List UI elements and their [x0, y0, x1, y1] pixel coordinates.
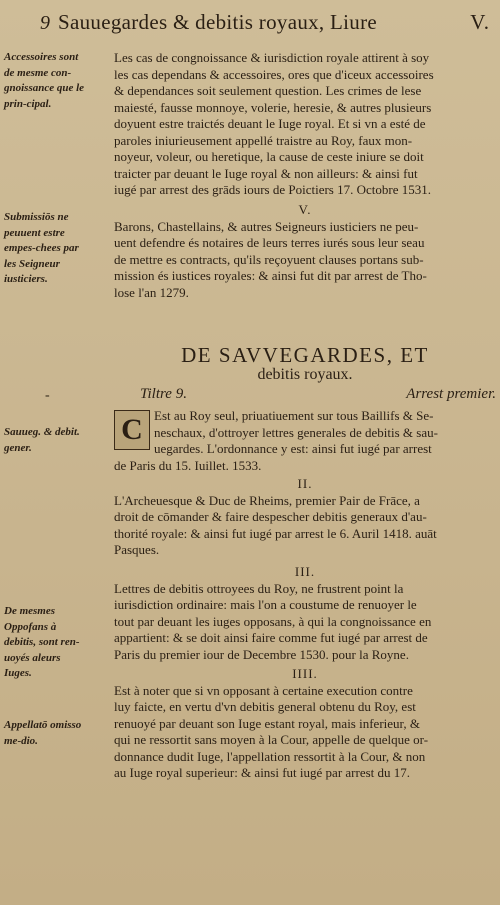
section-iiii [114, 666, 496, 782]
text-line: Est à noter que si vn opposant à certaine execution contre [114, 682, 413, 698]
section-v [114, 202, 496, 301]
section-numeral: III. [294, 564, 316, 579]
running-title: Sauuegardes & debitis royaux, Liure [58, 10, 377, 34]
text-line: Les cas de congnoissance & iurisdiction royale attirent à soy [114, 50, 430, 65]
text-line: noyeur, voleur, ou heretique, la cause de ceste iniure se doit [114, 149, 424, 164]
text-line: de Paris du 15. Iuillet. 1533. [114, 457, 262, 473]
margin-note-sauuegardes: Sauueg. & debit. gener. [4, 426, 80, 454]
page-header [40, 10, 490, 35]
text-line: uent defendre és notaires de leurs terres iurés sous leur seau [114, 235, 425, 250]
paragraph-top [114, 50, 496, 199]
section-ii [114, 476, 496, 559]
text-line: tout par deuant les iuges opposans, à qui la congnoissance en [114, 613, 432, 629]
section-numeral: IIII. [292, 666, 318, 681]
text-line: qui ne ressortit sans moyen à la Cour, appelle de quelque or- [114, 732, 429, 747]
title-subhead [140, 386, 496, 403]
text-line: luy faicte, en vertu d'vn debitis general obtenu du Roy, est [114, 699, 416, 714]
text-line: uegardes. L'ordonnance y est: ainsi fut iugé par arrest [154, 441, 432, 456]
book-number: V. [470, 10, 490, 34]
text-line: mission és iustices royales: & ainsi fut dit par arrest de Tho- [114, 268, 427, 283]
text-line: iurisdiction ordinaire: mais l'on a coustume de renuoyer le [114, 597, 417, 612]
arrest-label: Arrest premier. [406, 386, 496, 402]
text-line: appartient: & se doit ainsi faire comme fut iugé par arrest de [114, 630, 428, 645]
tiltre-label: Tiltre 9. [140, 386, 187, 402]
chapter-subtitle: debitis royaux. [257, 366, 353, 383]
text-line: iugé par arrest des grāds iours de Poictiers 17. Octobre 1531. [114, 182, 431, 197]
text-line: droit de cōmander & faire despescher debitis generaux d'au- [114, 509, 427, 524]
text-line: traicter par deuant le Iuge royal & non ailleurs: & ainsi fut [114, 165, 418, 181]
text-line: lose l'an 1279. [114, 284, 189, 300]
text-line: paroles iniurieusement appellé traistre au Roy, faux mon- [114, 132, 413, 148]
section-iii [114, 564, 496, 663]
dash-mark: - [45, 388, 50, 403]
text-line: Barons, Chastellains, & autres Seigneurs iusticiers ne peu- [114, 218, 419, 234]
page-number: 9 [40, 12, 50, 34]
text-line: donnance dudit Iuge, l'appellation ressortit à la Cour, & non [114, 748, 426, 764]
text-line: les cas dependans & accessoires, ores que d'iceux accessoires [114, 66, 434, 82]
margin-note-accessoires: Accessoires sont de mesme con-gnoissance que le prin-cipal. [4, 51, 85, 110]
section-numeral: V. [298, 202, 312, 217]
text-line: L'Archeuesque & Duc de Rheims, premier Pair de Frāce, a [114, 492, 420, 508]
margin-note-opposans: De mesmes Oppofans à debitis, sont ren-uoyés aleurs Iuges. [4, 605, 80, 679]
arrest-premier [114, 408, 496, 474]
text-line: Paris du premier iour de Decembre 1530. pour la Royne. [114, 646, 409, 662]
text-line: & dependances soit seulement question. Les crimes de lese [114, 83, 422, 98]
text-line: Lettres de debitis ottroyees du Roy, ne frustrent point la [114, 580, 404, 596]
margin-note-submissions: Submissiōs ne peuuent estre empes-chees par les Seigneur iusticiers. [4, 211, 79, 285]
text-line: neschaux, d'ottroyer lettres generales de debitis & sau- [154, 424, 438, 440]
text-line: de mettre es contracts, qu'ils reçoyuent clauses portans sub- [114, 251, 424, 267]
chapter-title: DE SAVVEGARDES, ET [181, 343, 429, 367]
text-line: au Iuge royal superieur: & ainsi fut iugé par arrest du 17. [114, 765, 411, 780]
text-line: Pasques. [114, 542, 160, 557]
margin-note-appellation: Appellatō omisso me-dio. [4, 719, 82, 747]
text-line: maiesté, fausse monnoye, volerie, heresie, & autres plusieurs [114, 99, 432, 115]
text-line: thorité royale: & ainsi fut iugé par arrest le 6. Auril 1418. auāt [114, 525, 437, 541]
text-line: renuoyé par deuant son Iuge estant royal, mais inferieur, & [114, 715, 420, 731]
drop-cap: C [114, 410, 150, 450]
section-numeral: II. [297, 476, 313, 491]
text-line: Est au Roy seul, priuatiuement sur tous Baillifs & Se- [154, 408, 434, 423]
text-line: doyuent estre traictés deuant le Iuge royal. Et si vn a esté de [114, 116, 426, 131]
